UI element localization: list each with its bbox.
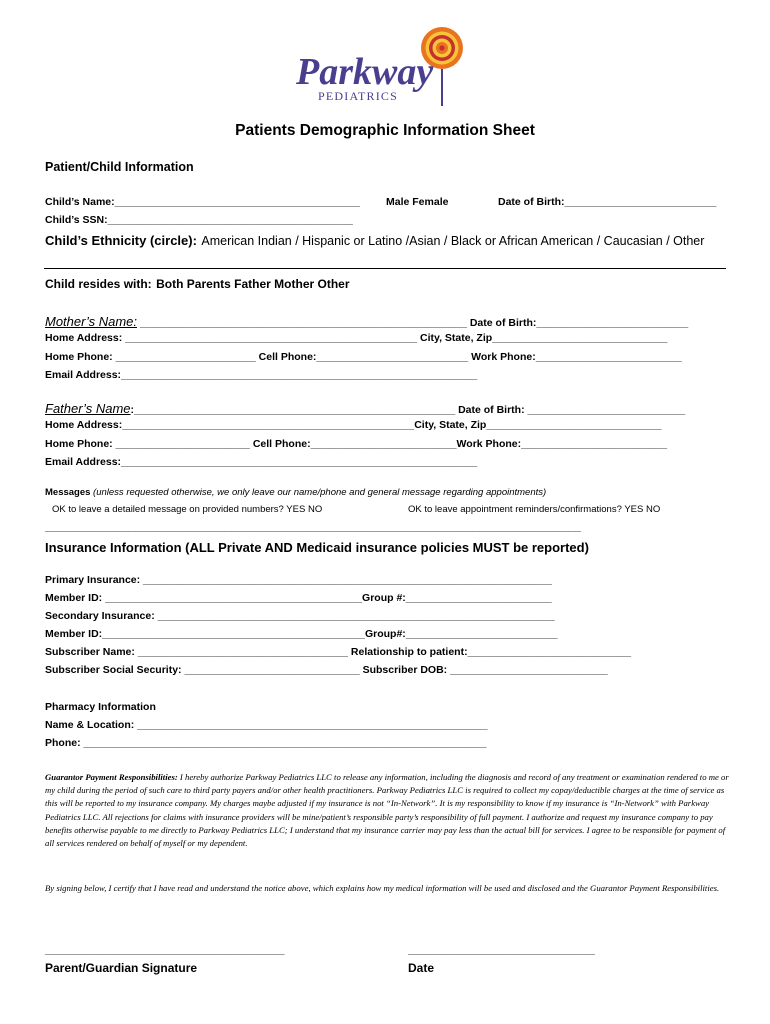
logo-name: Parkway (296, 51, 434, 93)
messages-row (45, 487, 546, 498)
resides-label: Child resides with: (45, 277, 152, 291)
subscriber-name-field[interactable]: Subscriber Name: ____________________________________ Relationship to patient:____________________________ (45, 646, 632, 658)
secondary-insurance-field[interactable]: Secondary Insurance: ____________________________________________________________________ (45, 610, 555, 622)
primary-insurance-field[interactable]: Primary Insurance: ______________________________________________________________________ (45, 574, 552, 586)
child-ssn-field[interactable]: Child’s SSN:__________________________________________ (45, 214, 353, 226)
mother-name-label: Mother’s Name: (45, 314, 137, 329)
ethnicity-label: Child’s Ethnicity (circle): (45, 233, 197, 248)
mother-name-field[interactable]: ________________________________________________________ Date of Birth:__________________________ (137, 317, 689, 329)
detailed-message-checkboxes[interactable]: OK to leave a detailed message on provided numbers? YES NO (52, 504, 323, 515)
page-title: Patients Demographic Information Sheet (235, 122, 535, 139)
ethnicity-options[interactable]: American Indian / Hispanic or Latino /Asian / Black or African American / Caucasian / Other (201, 234, 705, 248)
father-email-field[interactable]: Email Address:_____________________________________________________________ (45, 456, 478, 468)
messages-label: Messages (45, 487, 91, 498)
father-address-field[interactable]: Home Address:__________________________________________________City, State, Zip______________________________ (45, 419, 662, 431)
signature-line[interactable]: _________________________________________ (45, 944, 285, 956)
father-name-field[interactable]: :_______________________________________________________ Date of Birth: ___________________________ (130, 404, 686, 416)
date-label: Date (408, 961, 435, 975)
date-line[interactable]: ________________________________ (408, 944, 595, 956)
child-gender-checkboxes[interactable]: Male Female (386, 196, 449, 208)
messages-divider: _______________________________________________________________________________________________ (45, 521, 581, 533)
secondary-member-id-field[interactable]: Member ID:_____________________________________________Group#:__________________________ (45, 628, 558, 640)
father-name-label: Father’s Name (45, 401, 131, 416)
subscriber-ssn-field[interactable]: Subscriber Social Security: ______________________________ Subscriber DOB: ___________________________ (45, 664, 608, 676)
reminders-checkboxes[interactable]: OK to leave appointment reminders/confirmations? YES NO (408, 504, 661, 515)
father-phones-field[interactable]: Home Phone: _______________________ Cell Phone:_________________________Work Phone:_________________________ (45, 438, 668, 450)
child-resides-row[interactable] (45, 275, 350, 293)
insurance-section-heading: Insurance Information (ALL Private AND Medicaid insurance policies MUST be reported) (45, 540, 589, 555)
parkway-pediatrics-logo (296, 26, 476, 108)
child-section-heading: Patient/Child Information (45, 160, 194, 174)
pharmacy-heading: Pharmacy Information (45, 701, 156, 713)
section-divider (44, 268, 726, 269)
guarantor-label: Guarantor Payment Responsibilities: (45, 772, 178, 782)
child-name-field[interactable]: Child’s Name:__________________________________________ (45, 196, 360, 208)
child-dob-field[interactable]: Date of Birth:__________________________ (498, 196, 717, 208)
pharmacy-name-location-field[interactable]: Name & Location: ____________________________________________________________ (45, 719, 488, 731)
resides-checkboxes[interactable]: Both Parents Father Mother Other (156, 277, 350, 291)
mother-name-row[interactable] (45, 313, 688, 331)
mother-email-field[interactable]: Email Address:_____________________________________________________________ (45, 369, 478, 381)
guarantor-paragraph (45, 771, 729, 850)
father-name-row[interactable] (45, 400, 685, 418)
mother-address-field[interactable]: Home Address: __________________________________________________ City, State, Zip______________________________ (45, 332, 668, 344)
guarantor-text: I hereby authorize Parkway Pediatrics LLC to release any information, including the diagnosis and record of any treatment or examination rendered to me or my child during the period of such care to third party payers and/or other health practitioners. Parkway Pediatrics LLC is required to collect my copay/deductible charges at the time of service as this will be reported to my insurance company. My charges maybe adjusted if my insurance is not “In-Network”. It is my responsibility to know if my insurance is “In-Network” with Parkway Pediatrics LLC. All rejections for claims with insurance providers will be mine/patient’s responsible party’s responsibility of full payment. I authorize and request my insurance company to pay benefits otherwise payable to me directly to Parkway Pediatrics LLC; I understand that my insurance carrier may pay less than the actual bill for services. I agree to be responsible for payment of all services rendered on behalf of myself or my dependent. (45, 772, 729, 849)
primary-member-id-field[interactable]: Member ID: ____________________________________________Group #:_________________________ (45, 592, 552, 604)
child-ethnicity-row[interactable] (45, 232, 704, 250)
messages-note: (unless requested otherwise, we only leave our name/phone and general message regarding appointments) (90, 487, 547, 498)
certify-paragraph: By signing below, I certify that I have read and understand the notice above, which explains how my medical information will be used and disclosed and the Guarantor Payment Responsibilities. (45, 883, 720, 893)
pharmacy-phone-field[interactable]: Phone: _____________________________________________________________________ (45, 737, 487, 749)
mother-phones-field[interactable]: Home Phone: ________________________ Cell Phone:__________________________ Work Phone:_________________________ (45, 351, 682, 363)
lollipop-swirl-icon (296, 26, 476, 108)
signature-label: Parent/Guardian Signature (45, 961, 198, 975)
logo-subtitle: PEDIATRICS (318, 89, 399, 103)
